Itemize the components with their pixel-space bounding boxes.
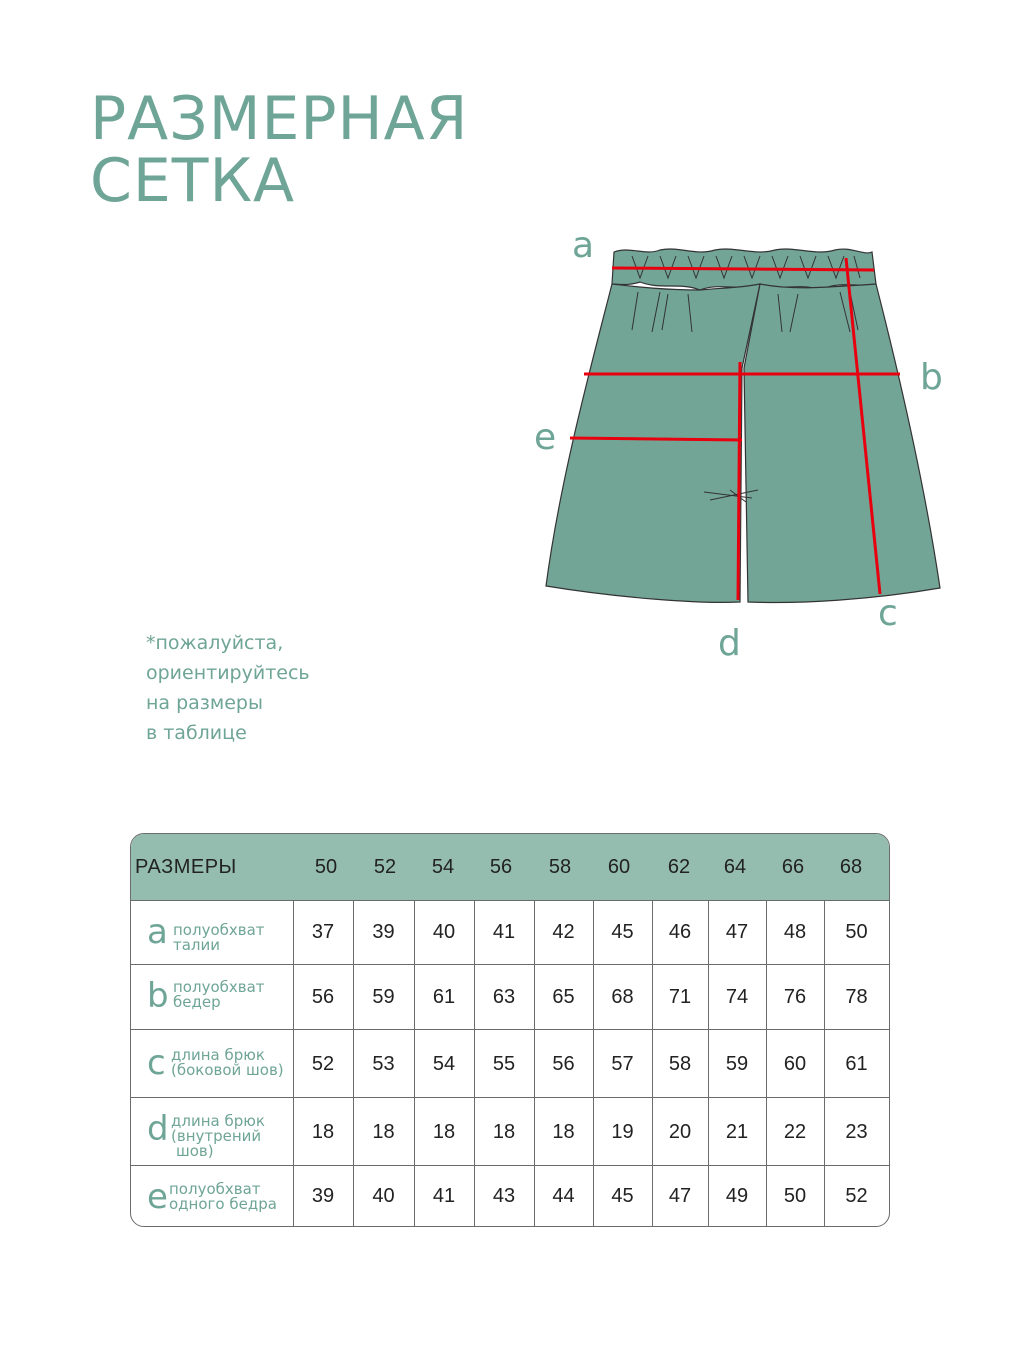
measure-line-a [612,268,874,270]
table-cell: 61 [845,1052,868,1075]
note-line: ориентируйтесь [146,662,310,684]
row-description-line: бедер [173,993,221,1011]
table-row-c [131,1029,889,1098]
table-cell: 20 [652,1098,709,1166]
table-cell: 56 [534,1030,594,1098]
note-line: *пожалуйста, [146,632,284,654]
size-table [130,833,890,1227]
row-label-c [131,1030,294,1098]
table-cell: 68 [593,965,653,1030]
table-cell: 43 [474,1166,535,1227]
size-header-cell: 68 [839,856,863,878]
table-cell: 59 [353,965,415,1030]
measure-label-a: a [572,225,595,266]
table-cell: 46 [652,901,709,964]
size-header-cell: 58 [548,856,572,878]
measure-line-d [738,362,740,600]
table-cell: 59 [708,1030,767,1098]
row-description-line: одного бедра [169,1195,277,1213]
row-description [173,980,265,1010]
table-cell: 44 [534,1166,594,1227]
table-cell: 37 [293,901,354,964]
row-description [171,1114,265,1159]
table-cell: 47 [652,1166,709,1227]
row-label-e [131,1166,294,1227]
shorts-measurement-diagram [520,220,960,670]
table-cell: 63 [474,965,535,1030]
table-cell: 18 [534,1098,594,1166]
row-description-line: шов) [176,1142,214,1160]
table-cell: 76 [766,965,825,1030]
measure-label-b: b [920,357,943,398]
row-description-line: (внутрений [171,1127,262,1145]
table-cell: 19 [593,1098,653,1166]
row-description-line: талии [173,936,221,954]
size-header-cell: 66 [781,856,805,878]
row-description-line: полуобхват [173,921,265,939]
row-label-a [131,901,294,964]
table-row-d [131,1097,889,1166]
row-description-line: полуобхват [173,978,265,996]
size-header-cell: 62 [667,856,691,878]
row-description-line: (боковой шов) [171,1061,284,1079]
table-cell: 39 [293,1166,354,1227]
table-row-b [131,964,889,1030]
table-cell: 65 [534,965,594,1030]
table-cell: 55 [474,1030,535,1098]
table-cell: 52 [845,1185,868,1207]
table-cell: 39 [353,901,415,964]
size-header-cell: 54 [431,856,455,878]
measure-label-d: d [718,623,741,664]
row-letter: d [147,1109,169,1149]
table-cell: 57 [593,1030,653,1098]
row-description-line: полуобхват [169,1180,261,1198]
sizes-header-label: РАЗМЕРЫ [135,856,237,878]
size-header-cell: 50 [314,856,338,878]
row-letter: b [147,976,169,1016]
table-cell: 18 [414,1098,475,1166]
row-label-d [131,1098,294,1166]
table-cell: 56 [293,965,354,1030]
size-header-cell: 60 [607,856,631,878]
note-line: в таблице [146,722,247,744]
table-cell: 52 [293,1030,354,1098]
size-header-cell: 52 [373,856,397,878]
table-cell: 18 [474,1098,535,1166]
measure-label-c: c [878,593,898,634]
row-letter: a [147,912,168,952]
row-description-line: длина брюк [171,1112,265,1130]
right-leg-shape [744,284,940,602]
table-cell: 48 [766,901,825,964]
note-line: на размеры [146,692,263,714]
size-note [146,628,310,748]
table-cell: 49 [708,1166,767,1227]
table-cell: 58 [652,1030,709,1098]
table-cell: 18 [293,1098,354,1166]
row-letter: c [147,1043,166,1083]
row-description [171,1048,284,1078]
left-leg-shape [546,284,760,602]
table-cell: 40 [414,901,475,964]
table-cell: 54 [414,1030,475,1098]
table-cell: 50 [845,921,868,943]
measure-label-e: e [534,417,557,458]
row-letter: e [147,1177,168,1217]
size-table-header [131,834,889,901]
table-cell: 41 [414,1166,475,1227]
row-label-b [131,965,294,1030]
table-cell: 74 [708,965,767,1030]
table-cell: 60 [766,1030,825,1098]
size-header-cell: 56 [489,856,513,878]
page-title [90,84,469,216]
row-description-line: длина брюк [171,1046,265,1064]
table-cell: 47 [708,901,767,964]
table-cell: 41 [474,901,535,964]
table-cell: 78 [845,986,868,1008]
table-cell: 18 [353,1098,415,1166]
row-description [173,923,265,953]
table-cell: 21 [708,1098,767,1166]
table-cell: 53 [353,1030,415,1098]
size-header-cell: 64 [723,856,747,878]
table-cell: 71 [652,965,709,1030]
table-cell: 40 [353,1166,415,1227]
page-title-line-2: СЕТКА [90,146,296,216]
table-cell: 61 [414,965,475,1030]
row-description [169,1182,277,1212]
measure-line-e [570,438,742,440]
table-cell: 45 [593,1166,653,1227]
table-row-a [131,901,889,964]
page-title-line-1: РАЗМЕРНАЯ [90,84,469,154]
table-cell: 45 [593,901,653,964]
table-row-e [131,1165,889,1227]
table-cell: 42 [534,901,594,964]
table-cell: 23 [845,1120,868,1143]
table-cell: 22 [766,1098,825,1166]
table-cell: 50 [766,1166,825,1227]
